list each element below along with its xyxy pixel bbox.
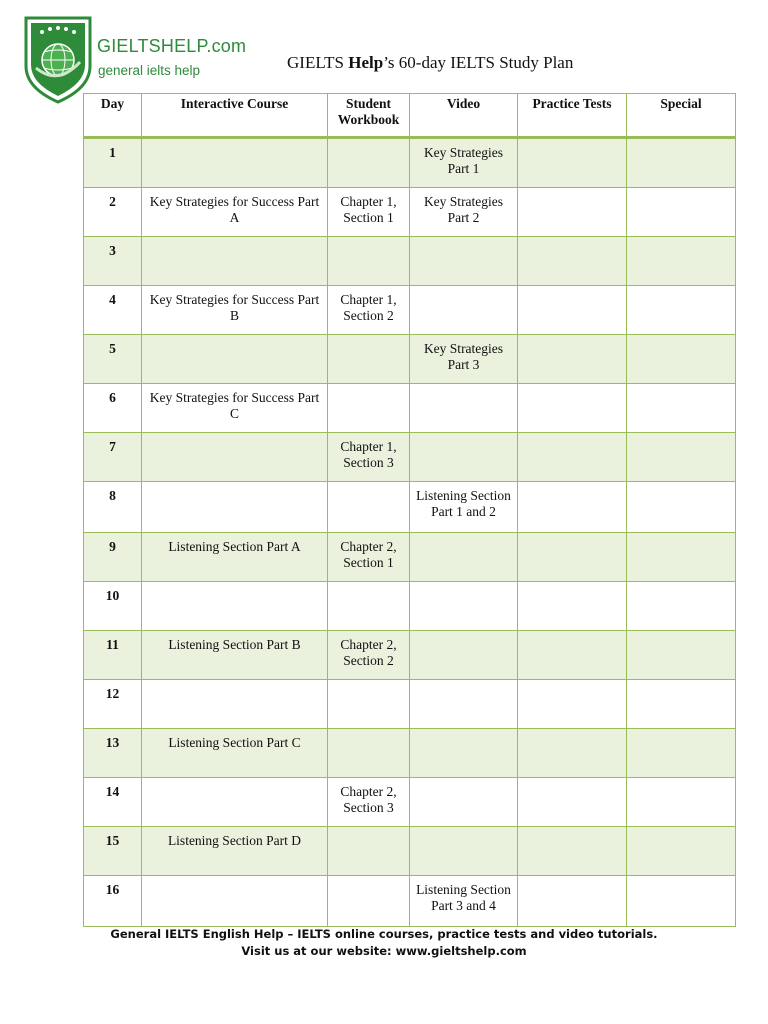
special-cell — [627, 680, 736, 729]
day-cell: 4 — [84, 286, 142, 335]
day-cell: 11 — [84, 631, 142, 680]
gieltshelp-logo — [22, 14, 94, 104]
video-cell — [410, 729, 518, 778]
special-cell — [627, 237, 736, 286]
video-cell: Key Strategies Part 3 — [410, 335, 518, 384]
workbook-cell: Chapter 2, Section 1 — [328, 533, 410, 582]
table-row — [84, 237, 736, 286]
video-cell: Listening Section Part 3 and 4 — [410, 876, 518, 927]
workbook-cell — [328, 138, 410, 188]
tests-cell — [518, 384, 627, 433]
course-cell — [142, 433, 328, 482]
day-cell: 13 — [84, 729, 142, 778]
tests-cell — [518, 582, 627, 631]
footer-tagline: General IELTS English Help – IELTS online courses, practice tests and video tutorials. — [110, 927, 658, 941]
special-cell — [627, 876, 736, 927]
video-cell — [410, 582, 518, 631]
table-row — [84, 188, 736, 237]
video-cell: Key Strategies Part 2 — [410, 188, 518, 237]
header-special: Special — [627, 94, 736, 138]
workbook-cell — [328, 237, 410, 286]
course-cell — [142, 138, 328, 188]
table-row — [84, 286, 736, 335]
special-cell — [627, 582, 736, 631]
table-header-row — [84, 94, 736, 138]
special-cell — [627, 384, 736, 433]
day-cell: 3 — [84, 237, 142, 286]
workbook-cell — [328, 729, 410, 778]
tests-cell — [518, 729, 627, 778]
special-cell — [627, 729, 736, 778]
workbook-cell: Chapter 1, Section 2 — [328, 286, 410, 335]
course-cell — [142, 582, 328, 631]
tests-cell — [518, 680, 627, 729]
table-row — [84, 778, 736, 827]
day-cell: 15 — [84, 827, 142, 876]
tests-cell — [518, 335, 627, 384]
video-cell: Listening Section Part 1 and 2 — [410, 482, 518, 533]
tests-cell — [518, 286, 627, 335]
tests-cell — [518, 631, 627, 680]
table-row — [84, 138, 736, 188]
brand-name: GIELTSHELP.com — [97, 36, 247, 56]
day-cell: 10 — [84, 582, 142, 631]
tests-cell — [518, 237, 627, 286]
course-cell — [142, 335, 328, 384]
workbook-cell — [328, 827, 410, 876]
workbook-cell — [328, 482, 410, 533]
special-cell — [627, 335, 736, 384]
special-cell — [627, 482, 736, 533]
course-cell — [142, 680, 328, 729]
course-cell: Listening Section Part D — [142, 827, 328, 876]
day-cell: 12 — [84, 680, 142, 729]
table-row — [84, 533, 736, 582]
workbook-cell — [328, 876, 410, 927]
video-cell — [410, 384, 518, 433]
course-cell: Key Strategies for Success Part B — [142, 286, 328, 335]
header-day: Day — [84, 94, 142, 138]
special-cell — [627, 188, 736, 237]
course-cell — [142, 876, 328, 927]
table-row — [84, 827, 736, 876]
day-cell: 6 — [84, 384, 142, 433]
course-cell — [142, 778, 328, 827]
title-prefix: GIELTS — [287, 53, 349, 72]
tests-cell — [518, 138, 627, 188]
workbook-cell — [328, 335, 410, 384]
workbook-cell: Chapter 2, Section 2 — [328, 631, 410, 680]
special-cell — [627, 433, 736, 482]
title-suffix: ’s 60-day IELTS Study Plan — [383, 53, 574, 72]
brand-tagline: general ielts help — [98, 63, 201, 78]
title-bold: Help — [348, 53, 384, 72]
document-title — [287, 53, 573, 73]
course-cell: Listening Section Part A — [142, 533, 328, 582]
day-cell: 1 — [84, 138, 142, 188]
special-cell — [627, 138, 736, 188]
table-row — [84, 384, 736, 433]
day-cell: 5 — [84, 335, 142, 384]
tests-cell — [518, 778, 627, 827]
course-cell — [142, 482, 328, 533]
header-student-workbook: Student Workbook — [328, 94, 410, 138]
video-cell — [410, 631, 518, 680]
special-cell — [627, 533, 736, 582]
study-plan-table — [83, 93, 736, 927]
tests-cell — [518, 433, 627, 482]
special-cell — [627, 827, 736, 876]
table-row — [84, 482, 736, 533]
tests-cell — [518, 482, 627, 533]
course-cell — [142, 237, 328, 286]
table-row — [84, 729, 736, 778]
day-cell: 8 — [84, 482, 142, 533]
course-cell: Listening Section Part B — [142, 631, 328, 680]
workbook-cell: Chapter 1, Section 1 — [328, 188, 410, 237]
special-cell — [627, 778, 736, 827]
video-cell — [410, 237, 518, 286]
footer-website: Visit us at our website: www.gieltshelp.com — [241, 944, 527, 958]
header-video: Video — [410, 94, 518, 138]
page-footer — [0, 926, 768, 960]
tests-cell — [518, 827, 627, 876]
special-cell — [627, 286, 736, 335]
video-cell — [410, 533, 518, 582]
table-row — [84, 631, 736, 680]
video-cell — [410, 778, 518, 827]
tests-cell — [518, 188, 627, 237]
day-cell: 2 — [84, 188, 142, 237]
table-row — [84, 433, 736, 482]
table-row — [84, 335, 736, 384]
day-cell: 16 — [84, 876, 142, 927]
day-cell: 9 — [84, 533, 142, 582]
table-row — [84, 680, 736, 729]
table-row — [84, 582, 736, 631]
tests-cell — [518, 876, 627, 927]
course-cell: Key Strategies for Success Part C — [142, 384, 328, 433]
video-cell: Key Strategies Part 1 — [410, 138, 518, 188]
course-cell: Listening Section Part C — [142, 729, 328, 778]
day-cell: 14 — [84, 778, 142, 827]
video-cell — [410, 680, 518, 729]
header-practice-tests: Practice Tests — [518, 94, 627, 138]
course-cell: Key Strategies for Success Part A — [142, 188, 328, 237]
workbook-cell: Chapter 1, Section 3 — [328, 433, 410, 482]
workbook-cell — [328, 384, 410, 433]
workbook-cell — [328, 582, 410, 631]
workbook-cell: Chapter 2, Section 3 — [328, 778, 410, 827]
video-cell — [410, 433, 518, 482]
special-cell — [627, 631, 736, 680]
table-row — [84, 876, 736, 927]
day-cell: 7 — [84, 433, 142, 482]
workbook-cell — [328, 680, 410, 729]
header-interactive-course: Interactive Course — [142, 94, 328, 138]
tests-cell — [518, 533, 627, 582]
video-cell — [410, 286, 518, 335]
video-cell — [410, 827, 518, 876]
